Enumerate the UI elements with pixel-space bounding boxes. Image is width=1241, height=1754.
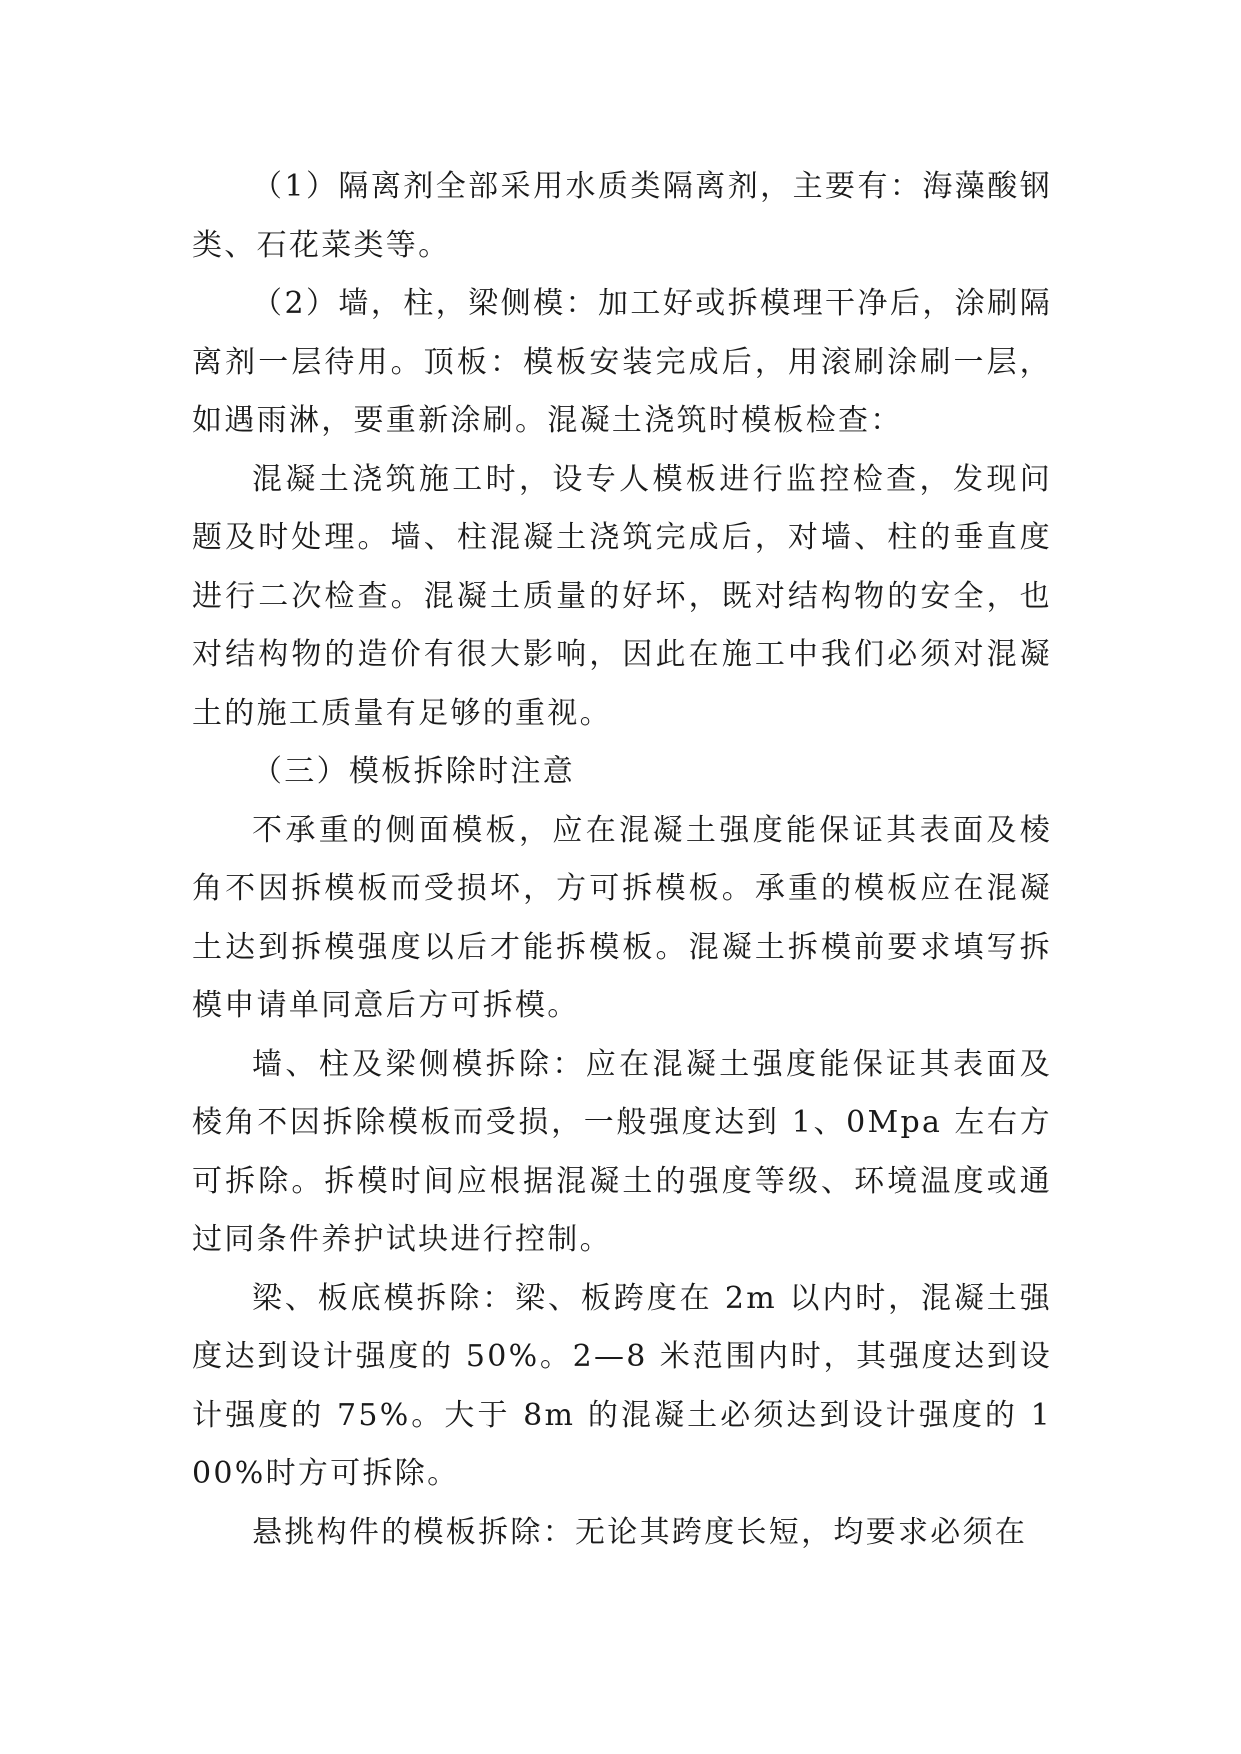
paragraph-release-agent-application: （2）墙，柱，梁侧模：加工好或拆模理干净后，涂刷隔离剂一层待用。顶板：模板安装完成后，用滚刷涂刷一层，如遇雨淋，要重新涂刷。混凝土浇筑时模板检查： (192, 286, 1052, 438)
paragraph-non-bearing-formwork: 不承重的侧面模板，应在混凝土强度能保证其表面及棱角不因拆模板而受损坏，方可拆模板。承重的模板应在混凝土达到拆模强度以后才能拆模板。混凝土拆模前要求填写拆模申请单同意后方可拆模。 (192, 812, 1052, 1023)
paragraph-pouring-inspection: 混凝土浇筑施工时，设专人模板进行监控检查，发现问题及时处理。墙、柱混凝土浇筑完成后，对墙、柱的垂直度进行二次检查。混凝土质量的好坏，既对结构物的安全，也对结构物的造价有很大影响，因此在施工中我们必须对混凝土的施工质量有足够的重视。 (192, 461, 1052, 731)
paragraph-cantilever-formwork: 悬挑构件的模板拆除：无论其跨度长短，均要求必须在 (252, 1514, 1028, 1550)
document-body (192, 158, 1052, 1562)
section-heading-formwork-removal: （三）模板拆除时注意 (252, 754, 575, 789)
paragraph-wall-column-side-formwork: 墙、柱及梁侧模拆除：应在混凝土强度能保证其表面及棱角不因拆除模板而受损，一般强度达到 1、0Mpa 左右方可拆除。拆模时间应根据混凝土的强度等级、环境温度或通过同条件养护试块进行控制。 (192, 1046, 1052, 1257)
paragraph-release-agent-type: （1）隔离剂全部采用水质类隔离剂，主要有：海藻酸钢类、石花菜类等。 (192, 169, 1052, 263)
paragraph-beam-slab-bottom-formwork: 梁、板底模拆除：梁、板跨度在 2m 以内时，混凝土强度达到设计强度的 50%。2—8 米范围内时，其强度达到设计强度的 75%。大于 8m 的混凝土必须达到设计强度的 100%时方可拆除。 (192, 1280, 1052, 1491)
